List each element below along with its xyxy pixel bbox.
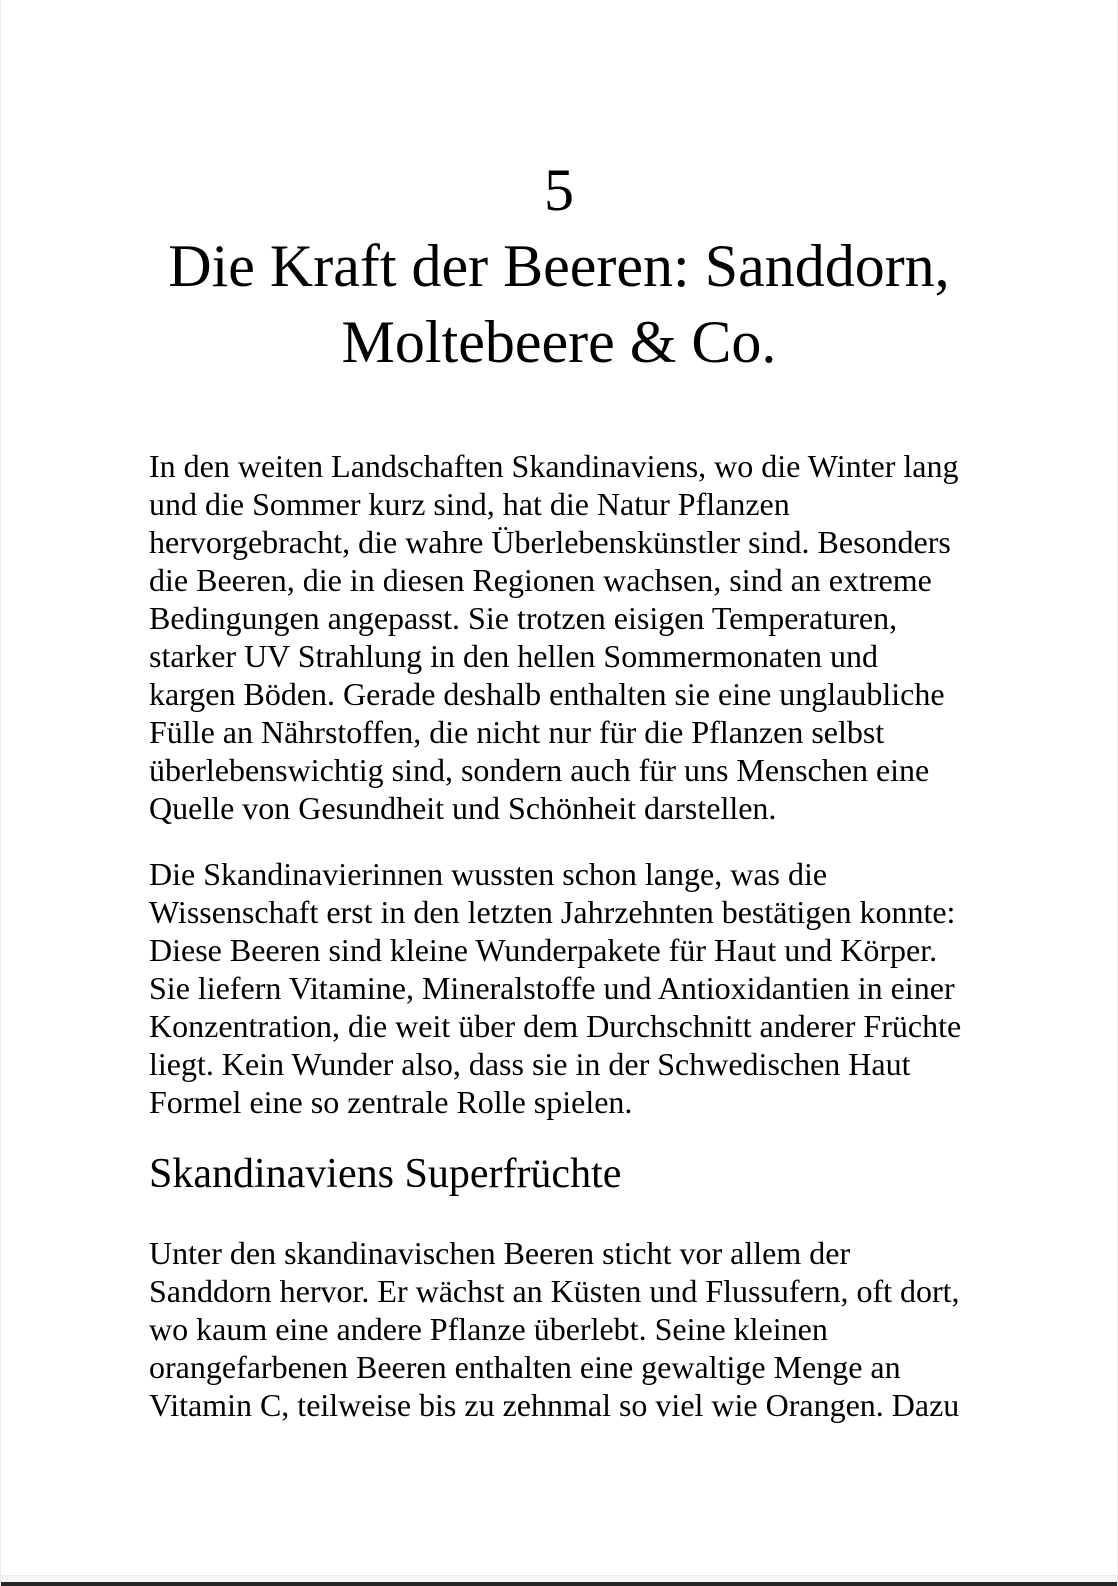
chapter-number: 5 xyxy=(544,157,574,223)
text-line: Fülle an Nährstoffen, die nicht nur für die Pflanzen selbst xyxy=(149,714,885,750)
page-content xyxy=(149,0,969,1424)
chapter-title xyxy=(149,228,969,380)
text-line: Quelle von Gesundheit und Schönheit darstellen. xyxy=(149,790,777,826)
text-line: orangefarbenen Beeren enthalten eine gewaltige Menge an xyxy=(149,1349,901,1385)
section-heading: Skandinaviens Superfrüchte xyxy=(149,1151,622,1197)
text-line: Sanddorn hervor. Er wächst an Küsten und Flussufern, oft dort, xyxy=(149,1273,960,1309)
text-line: überlebenswichtig sind, sondern auch für uns Menschen eine xyxy=(149,752,930,788)
paragraph-section-1 xyxy=(149,1234,969,1424)
text-line: liegt. Kein Wunder also, dass sie in der Schwedischen Haut xyxy=(149,1046,911,1082)
text-line: Bedingungen angepasst. Sie trotzen eisigen Temperaturen, xyxy=(149,600,898,636)
text-line: hervorgebracht, die wahre Überlebenskünstler sind. Besonders xyxy=(149,524,951,560)
text-line: die Beeren, die in diesen Regionen wachsen, sind an extreme xyxy=(149,562,932,598)
text-line: Die Skandinavierinnen wussten schon lange, was die xyxy=(149,856,828,892)
text-line: wo kaum eine andere Pflanze überlebt. Seine kleinen xyxy=(149,1311,828,1347)
text-line: Die Kraft der Beeren: Sanddorn, xyxy=(168,233,950,299)
text-line: Formel eine so zentrale Rolle spielen. xyxy=(149,1084,633,1120)
text-line: und die Sommer kurz sind, hat die Natur Pflanzen xyxy=(149,486,790,522)
text-line: Unter den skandinavischen Beeren sticht vor allem der xyxy=(149,1235,851,1271)
text-line: Sie liefern Vitamine, Mineralstoffe und Antioxidantien in einer xyxy=(149,970,955,1006)
paragraph-intro-1 xyxy=(149,447,969,827)
window-bottom-bar xyxy=(1,1582,1117,1586)
text-line: Diese Beeren sind kleine Wunderpakete für Haut und Körper. xyxy=(149,932,938,968)
window-edge-strip xyxy=(1,1575,1117,1582)
text-line: Vitamin C, teilweise bis zu zehnmal so viel wie Orangen. Dazu xyxy=(149,1387,960,1423)
text-line: kargen Böden. Gerade deshalb enthalten sie eine unglaubliche xyxy=(149,676,945,712)
text-line: In den weiten Landschaften Skandinaviens, wo die Winter lang xyxy=(149,448,959,484)
text-line: starker UV Strahlung in den hellen Sommermonaten und xyxy=(149,638,879,674)
text-line: Moltebeere & Co. xyxy=(341,309,777,375)
text-line: Konzentration, die weit über dem Durchschnitt anderer Früchte xyxy=(149,1008,962,1044)
paragraph-intro-2 xyxy=(149,855,969,1121)
text-line: Wissenschaft erst in den letzten Jahrzehnten bestätigen konnte: xyxy=(149,894,956,930)
